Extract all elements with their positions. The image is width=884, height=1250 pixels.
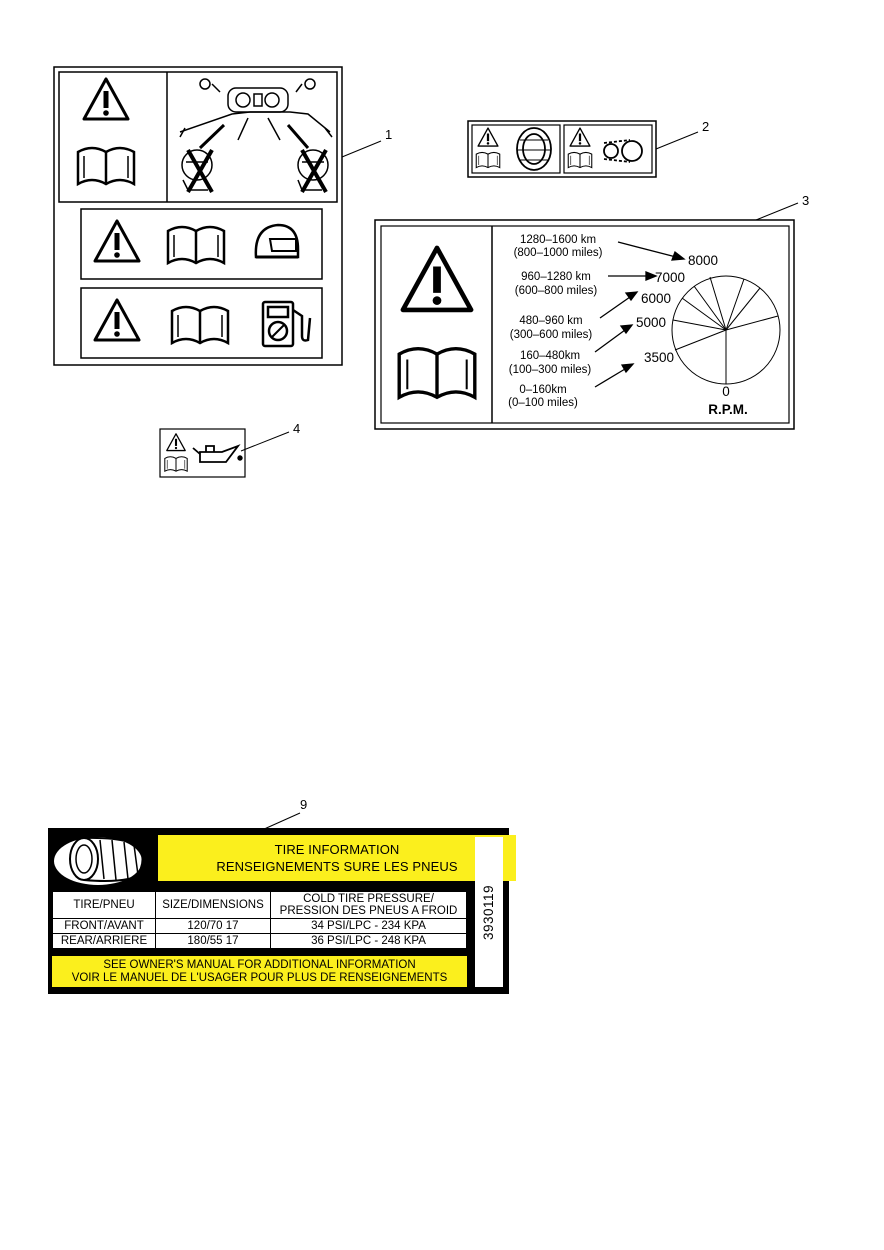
callout-number: 9 [300, 797, 308, 812]
column-header: SIZE/DIMENSIONS [156, 892, 271, 919]
rpm-value: 6000 [641, 291, 672, 306]
warning-icon [570, 128, 590, 146]
oil-warning-label [160, 429, 245, 477]
manual-book-icon [476, 152, 500, 167]
miles-range: (100–300 miles) [508, 364, 592, 376]
manual-book-icon [399, 349, 475, 398]
leader-line [656, 132, 698, 149]
footer-english: SEE OWNER'S MANUAL FOR ADDITIONAL INFORMATION [103, 958, 416, 971]
table-header-row [53, 892, 467, 919]
warning-icon [403, 248, 471, 310]
table-row [53, 934, 467, 949]
km-range: 1280–1600 km [519, 234, 597, 246]
km-range: 0–160km [519, 384, 567, 396]
footer-french: VOIR LE MANUEL DE L'USAGER POUR PLUS DE RENSEIGNEMENTS [71, 971, 448, 984]
tyre-icon [50, 831, 154, 885]
table-cell: 180/55 17 [156, 934, 271, 949]
tire-information-label [48, 828, 509, 994]
table-cell: 36 PSI/LPC - 248 KPA [271, 934, 467, 949]
warning-icon [84, 79, 128, 119]
table-cell: REAR/ARRIERE [53, 934, 156, 949]
oil-can-icon [193, 446, 242, 462]
column-header-line: COLD TIRE PRESSURE/ [303, 893, 434, 905]
unleaded-fuel-pump-icon [263, 302, 310, 346]
table-cell: FRONT/AVANT [53, 919, 156, 934]
rpm-value: 8000 [688, 253, 719, 268]
callout-number: 1 [385, 127, 393, 142]
miles-range: (600–800 miles) [514, 285, 598, 297]
rpm-zero: 0 [722, 384, 730, 399]
leader-line [241, 432, 289, 451]
rpm-value: 3500 [644, 350, 675, 365]
manual-book-icon [568, 152, 592, 167]
miles-range: (300–600 miles) [509, 329, 593, 341]
table-row [53, 919, 467, 934]
helmet-icon [256, 225, 298, 257]
manual-book-icon [172, 307, 228, 343]
running-in-label [375, 220, 794, 429]
callout-number: 3 [802, 193, 810, 208]
warning-label-1 [54, 67, 342, 365]
warning-icon [95, 300, 139, 340]
table-cell: 34 PSI/LPC - 234 KPA [271, 919, 467, 934]
leader-line [756, 203, 798, 220]
manual-book-icon [168, 227, 224, 263]
km-range: 960–1280 km [521, 271, 591, 283]
manual-book-icon [78, 148, 134, 184]
part-number: 3930119 [481, 884, 497, 940]
prohibited-cross-left [188, 150, 212, 192]
manual-book-icon [165, 457, 187, 471]
tire-label-footer [52, 956, 467, 987]
rpm-unit: R.P.M. [708, 402, 748, 417]
warning-icon [95, 221, 139, 261]
drive-chain-icon [604, 140, 642, 162]
rpm-value: 5000 [636, 315, 667, 330]
km-range: 480–960 km [519, 315, 583, 327]
miles-range: (0–100 miles) [508, 397, 578, 409]
tyre-icon [517, 128, 551, 170]
callout-number: 2 [702, 119, 710, 134]
callout-number: 4 [293, 421, 301, 436]
column-header: TIRE/PNEU [53, 892, 156, 919]
km-range: 160–480km [519, 350, 581, 362]
warning-icon [478, 128, 498, 146]
table-cell: 120/70 17 [156, 919, 271, 934]
prohibited-cross-right [302, 150, 326, 192]
warning-icon [167, 434, 185, 451]
warning-label-2 [468, 121, 656, 177]
title-english: TIRE INFORMATION [274, 842, 400, 857]
column-header-line: PRESSION DES PNEUS A FROID [279, 905, 458, 917]
tire-pressure-table [52, 891, 467, 949]
rpm-dial [672, 276, 780, 384]
title-french: RENSEIGNEMENTS SURE LES PNEUS [216, 859, 458, 874]
rpm-value: 7000 [655, 270, 686, 285]
part-number-box [475, 837, 503, 987]
tire-label-title [158, 835, 516, 881]
miles-range: (800–1000 miles) [513, 247, 603, 259]
column-header [271, 892, 467, 919]
leader-line [342, 141, 381, 157]
